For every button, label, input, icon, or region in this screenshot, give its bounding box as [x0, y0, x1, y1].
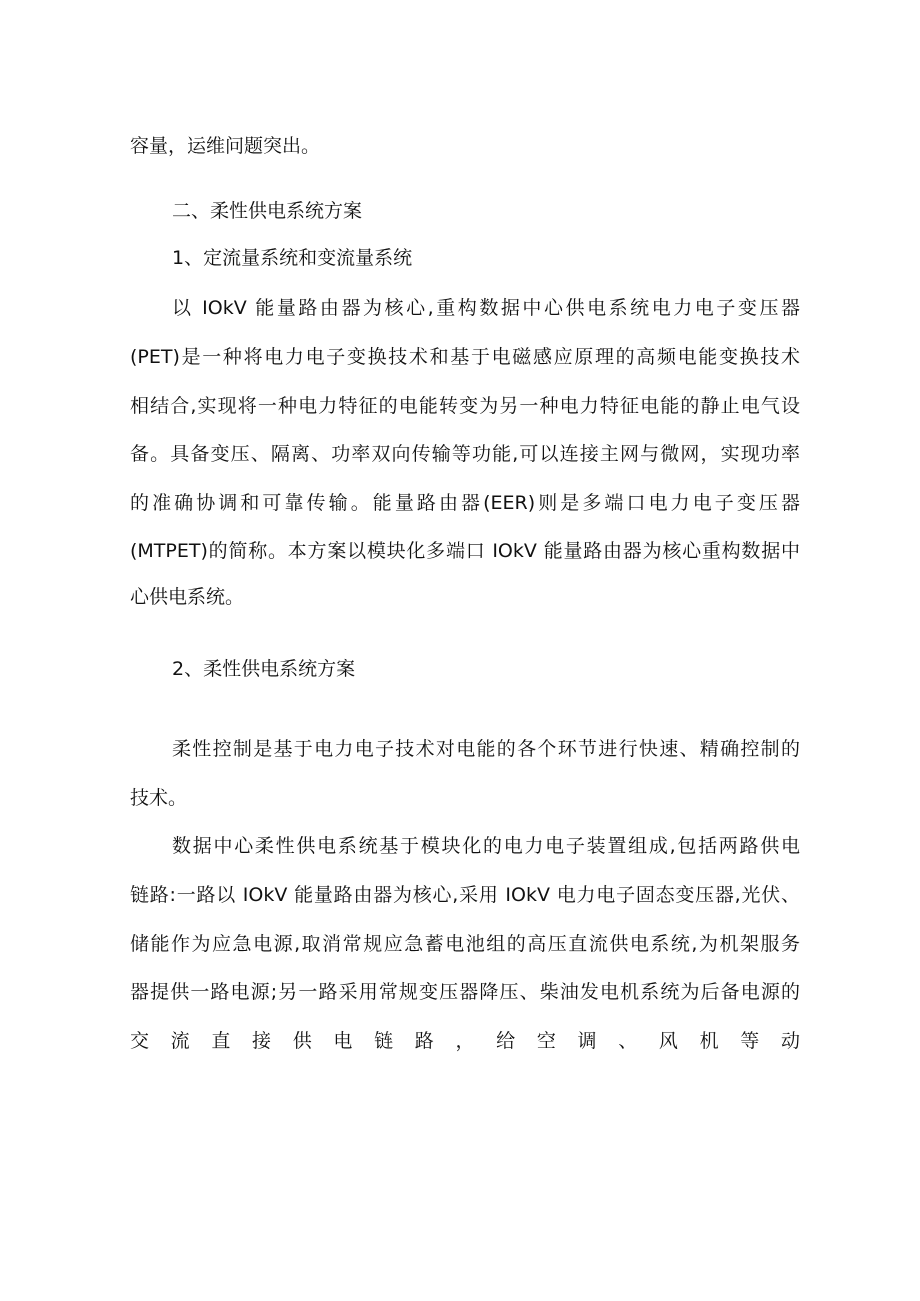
paragraph-line: 心供电系统。	[130, 586, 245, 608]
paragraph-line: 器提供一路电源;另一路采用常规变压器降压、柴油发电机系统为后备电源的	[130, 981, 800, 1003]
paragraph-line: (PET)是一种将电力电子变换技术和基于电磁感应原理的高频电能变换技术	[130, 346, 800, 368]
paragraph-continuation-line: 容量，运维问题突出。	[130, 135, 321, 157]
paragraph-line-spaced: 交 流 直 接 供 电 链 路 ， 给 空 调 、 风 机 等 动	[130, 1030, 800, 1052]
paragraph-line: 备。具备变压、隔离、功率双向传输等功能,可以连接主网与微网，实现功率	[130, 443, 800, 465]
section-heading: 二、柔性供电系统方案	[172, 200, 363, 222]
paragraph-line: 相结合,实现将一种电力特征的电能转变为另一种电力特征电能的静止电气设	[130, 395, 800, 417]
paragraph-line: 链路:一路以 IOkV 能量路由器为核心,采用 IOkV 电力电子固态变压器,光伏、	[130, 884, 800, 906]
paragraph-line: 数据中心柔性供电系统基于模块化的电力电子装置组成,包括两路供电	[172, 835, 800, 857]
paragraph-line: 技术。	[130, 787, 188, 809]
paragraph-line: 柔性控制是基于电力电子技术对电能的各个环节进行快速、精确控制的	[172, 738, 800, 760]
paragraph-line: 储能作为应急电源,取消常规应急蓄电池组的高压直流供电系统,为机架服务	[130, 933, 800, 955]
paragraph-line: 的准确协调和可靠传输。能量路由器(EER)则是多端口电力电子变压器	[130, 492, 800, 514]
subsection-heading-1: 1、定流量系统和变流量系统	[172, 247, 413, 269]
subsection-heading-2: 2、柔性供电系统方案	[172, 658, 356, 680]
paragraph-line: 以 IOkV 能量路由器为核心,重构数据中心供电系统电力电子变压器	[172, 297, 800, 319]
paragraph-line: (MTPET)的简称。本方案以模块化多端口 IOkV 能量路由器为核心重构数据中	[130, 540, 800, 562]
